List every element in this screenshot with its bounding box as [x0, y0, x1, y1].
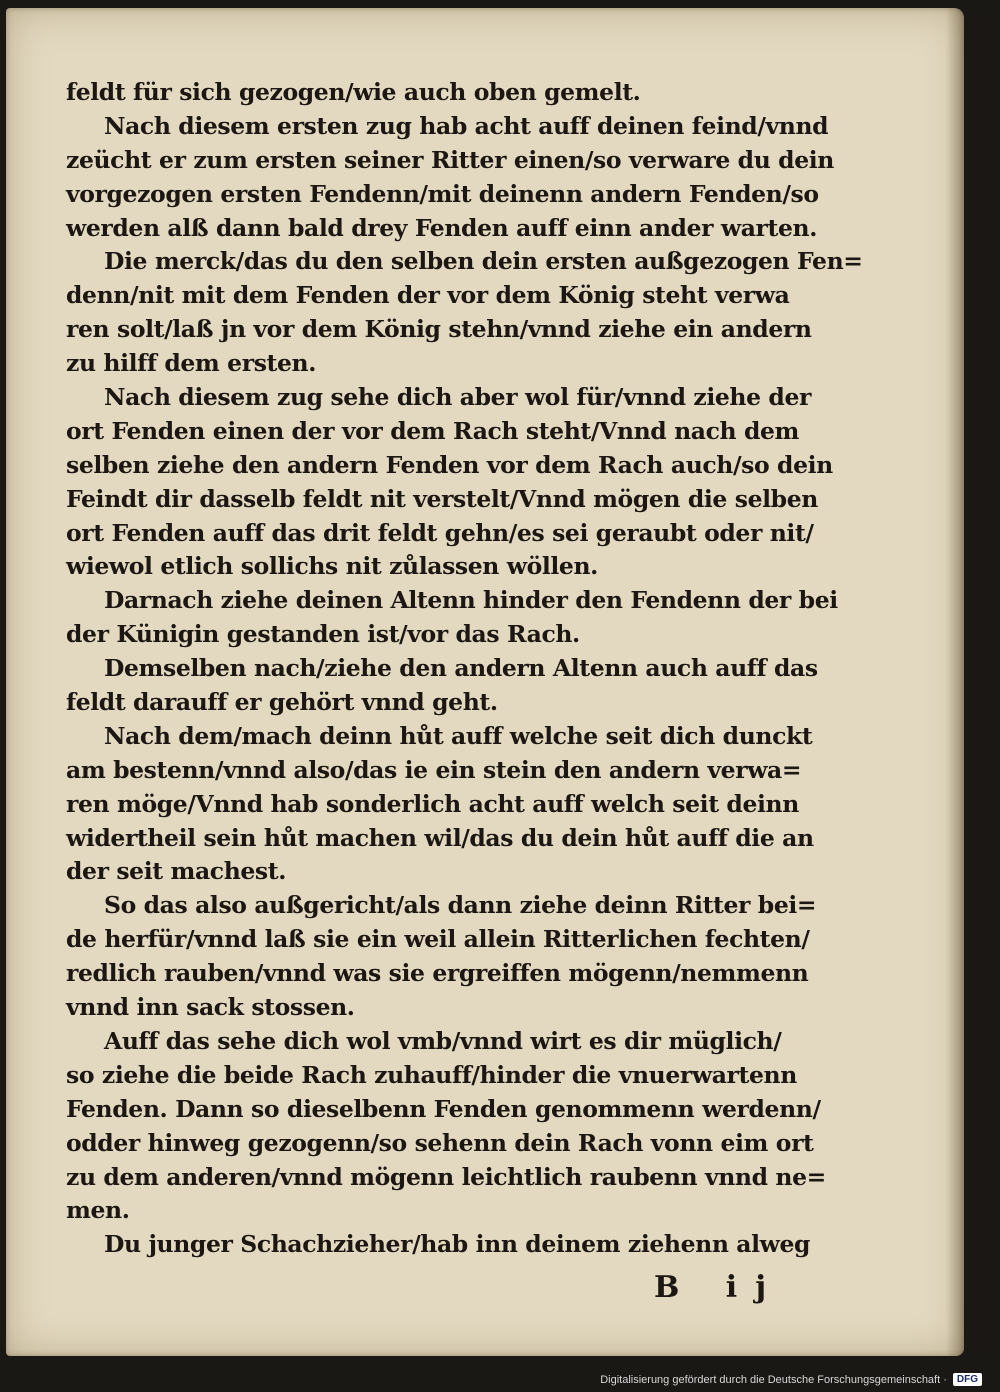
text-line: Feindt dir dasselb feldt nit verstelt/Vnnd mögen die selben: [66, 484, 818, 513]
text-line: denn/nit mit dem Fenden der vor dem König steht verwa: [66, 281, 790, 310]
text-line: ort Fenden einen der vor dem Rach steht/Vnnd nach dem: [66, 416, 800, 445]
text-line: ort Fenden auff das drit feldt gehn/es sei geraubt oder nit/: [66, 518, 814, 547]
text-line: ren möge/Vnnd hab sonderlich acht auff welch seit deinn: [66, 789, 799, 818]
text-line: redlich rauben/vnnd was sie ergreiffen mögenn/nemmenn: [66, 959, 809, 988]
text-line: ren solt/laß jn vor dem König stehn/vnnd ziehe ein andern: [66, 315, 812, 344]
text-line: zu dem anderen/vnnd mögenn leichtlich raubenn vnnd ne=: [66, 1162, 826, 1191]
text-line: Die merck/das du den selben dein ersten außgezogen Fen=: [104, 247, 863, 276]
text-line: vnnd inn sack stossen.: [66, 993, 355, 1022]
text-line: Darnach ziehe deinen Altenn hinder den Fendenn der bei: [104, 586, 838, 615]
text-line: de herfür/vnnd laß sie ein weil allein Ritterlichen fechten/: [66, 925, 810, 954]
text-line: selben ziehe den andern Fenden vor dem Rach auch/so dein: [66, 450, 833, 479]
book-page: [6, 8, 964, 1356]
text-line: der Künigin gestanden ist/vor das Rach.: [66, 620, 580, 649]
text-line: der seit machest.: [66, 857, 286, 886]
text-line: wiewol etlich sollichs nit zůlassen wöllen.: [66, 552, 598, 581]
page-text-block: [66, 76, 863, 1262]
dfg-logo-icon: DFG: [953, 1373, 982, 1386]
text-line: Nach diesem zug sehe dich aber wol für/vnnd ziehe der: [104, 383, 811, 412]
text-line: men.: [66, 1196, 130, 1225]
text-line: So das also außgericht/als dann ziehe deinn Ritter bei=: [104, 891, 817, 920]
gathering-signature: B ij: [654, 1270, 785, 1305]
text-line: zu hilff dem ersten.: [66, 349, 317, 378]
text-line: am bestenn/vnnd also/das ie ein stein den andern verwa=: [66, 755, 802, 784]
text-line: feldt darauff er gehört vnnd geht.: [66, 688, 498, 717]
text-line: vorgezogen ersten Fendenn/mit deinenn andern Fenden/so: [66, 179, 819, 208]
text-line: feldt für sich gezogen/wie auch oben gemelt.: [66, 78, 641, 106]
text-line: Fenden. Dann so dieselbenn Fenden genommenn werdenn/: [66, 1094, 821, 1123]
digitization-credit: [600, 1373, 982, 1386]
text-line: Demselben nach/ziehe den andern Altenn auch auff das: [104, 654, 818, 683]
page-gutter-shadow: [946, 8, 964, 1356]
credit-text: Digitalisierung gefördert durch die Deutsche Forschungsgemeinschaft ·: [600, 1373, 947, 1386]
text-line: Auff das sehe dich wol vmb/vnnd wirt es dir müglich/: [104, 1026, 782, 1055]
text-line: Nach diesem ersten zug hab acht auff deinen feind/vnnd: [104, 111, 829, 140]
text-line: so ziehe die beide Rach zuhauff/hinder die vnuerwartenn: [66, 1060, 797, 1089]
text-line: odder hinweg gezogenn/so sehenn dein Rach vonn eim ort: [66, 1128, 814, 1157]
text-line: widertheil sein hůt machen wil/das du dein hůt auff die an: [66, 823, 814, 852]
text-line: Du junger Schachzieher/hab inn deinem ziehenn alweg: [104, 1230, 811, 1259]
text-line: Nach dem/mach deinn hůt auff welche seit dich dunckt: [104, 721, 813, 750]
text-line: werden alß dann bald drey Fenden auff einn ander warten.: [66, 213, 818, 242]
text-line: zeücht er zum ersten seiner Ritter einen/so verware du dein: [66, 145, 834, 174]
